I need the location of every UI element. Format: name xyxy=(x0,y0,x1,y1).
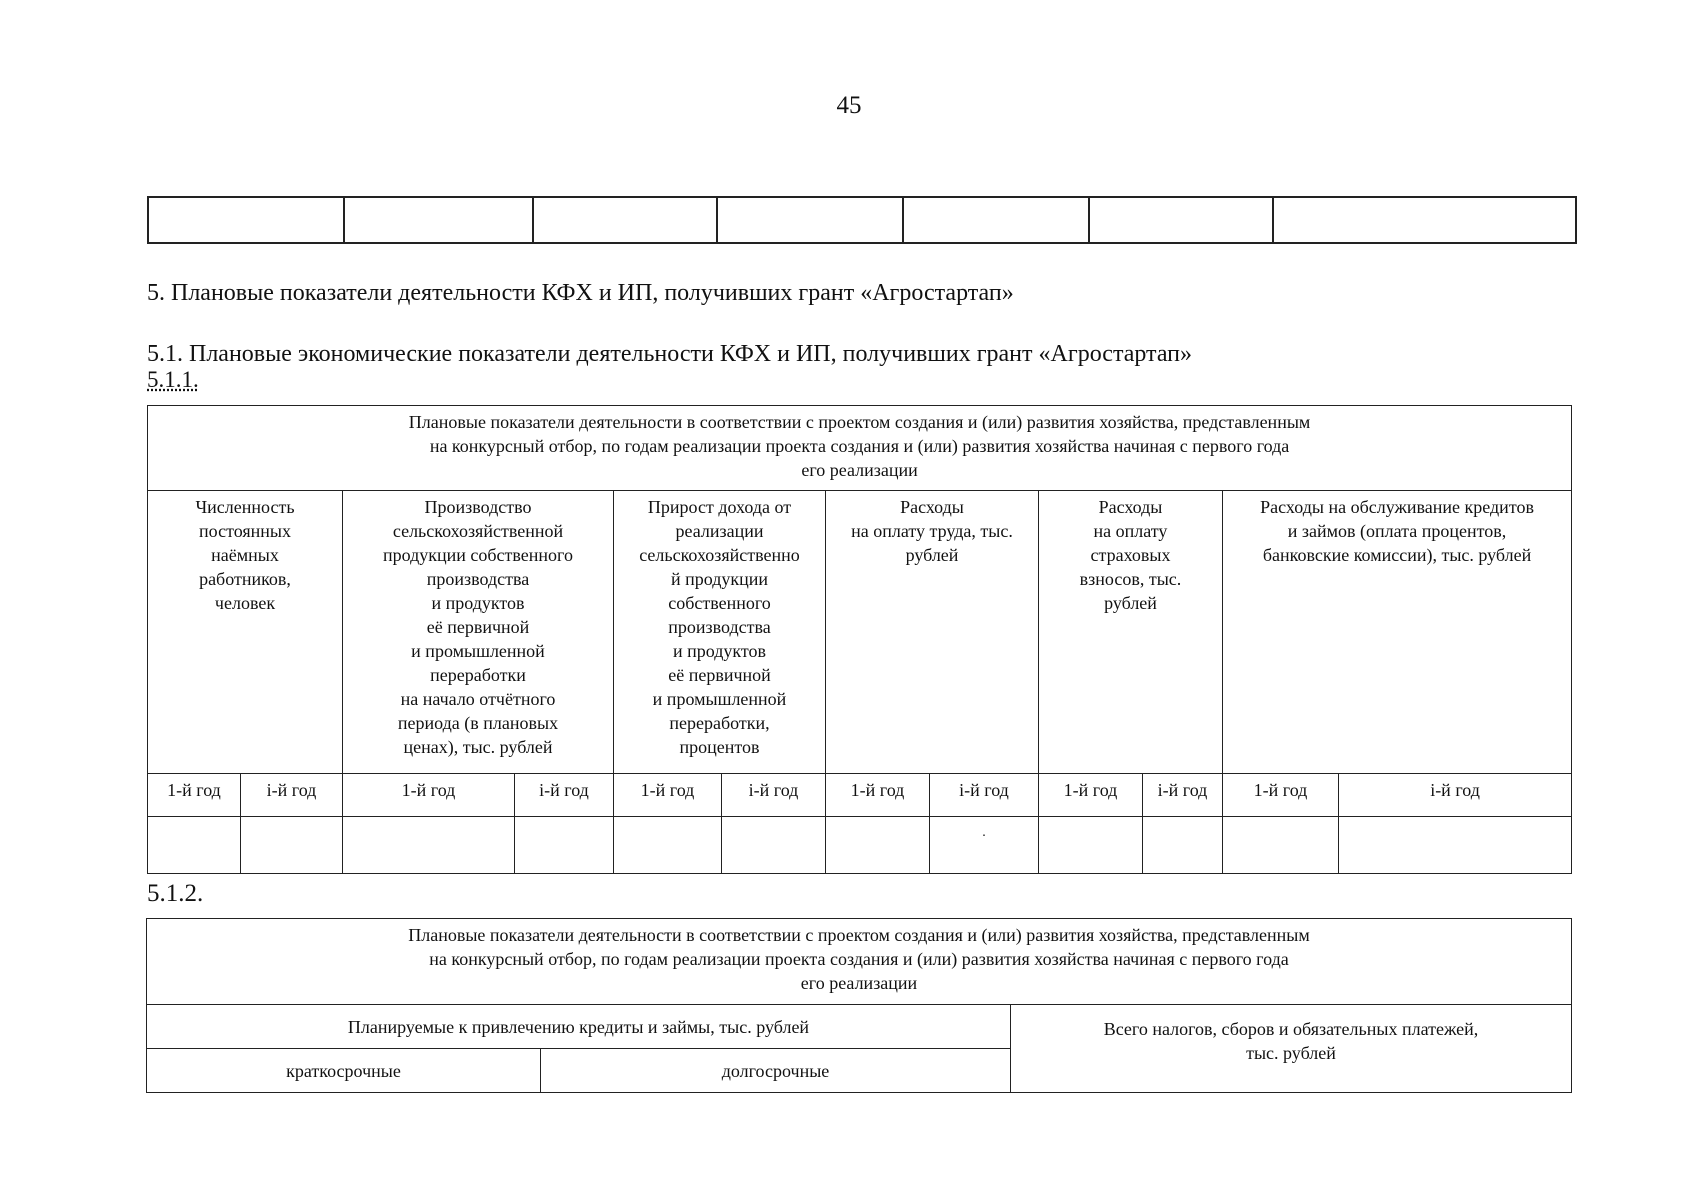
table-cell xyxy=(717,197,903,243)
planned-indicators-table xyxy=(147,405,1572,874)
header-planned-loans: Планируемые к привлечению кредиты и займы, тыс. рублей xyxy=(147,1005,1011,1049)
empty-cell xyxy=(241,817,343,874)
table1-caption: Плановые показатели деятельности в соответствии с проектом создания и (или) развития хозяйства, представленным на конкурсный отбор, по годам реализации проекта создания и (или) развития хозяйства начиная с первого года его реализации xyxy=(148,406,1572,491)
header-credit-costs: Расходы на обслуживание кредитов и займов (оплата процентов, банковские комиссии), тыс. рублей xyxy=(1223,491,1572,774)
header-labor-costs: Расходы на оплату труда, тыс. рублей xyxy=(826,491,1039,774)
year-i-cell: i-й год xyxy=(515,774,614,817)
loans-taxes-table xyxy=(146,918,1572,1093)
subsection-title: 5.1. Плановые экономические показатели деятельности КФХ и ИП, получивших грант «Агростартап» xyxy=(147,341,1193,367)
empty-cell xyxy=(1223,817,1339,874)
header-long-term: долгосрочные xyxy=(541,1049,1011,1093)
table-cell xyxy=(344,197,533,243)
header-insurance-costs: Расходы на оплату страховых взносов, тыс. рублей xyxy=(1039,491,1223,774)
empty-cell xyxy=(722,817,826,874)
table2-caption: Плановые показатели деятельности в соответствии с проектом создания и (или) развития хозяйства, представленным на конкурсный отбор, по годам реализации проекта создания и (или) развития хозяйства начиная с первого года его реализации xyxy=(147,919,1572,1005)
empty-cell xyxy=(1339,817,1572,874)
table-cell xyxy=(533,197,717,243)
header-income-growth: Прирост дохода от реализации сельскохозяйственно й продукции собственного производства и продуктов её первичной и промышленной переработки, процентов xyxy=(614,491,826,774)
empty-cell xyxy=(148,817,241,874)
table-cell xyxy=(148,197,344,243)
empty-cell xyxy=(515,817,614,874)
header-employees: Численность постоянных наёмных работников, человек xyxy=(148,491,343,774)
header-total-taxes: Всего налогов, сборов и обязательных платежей, тыс. рублей xyxy=(1011,1005,1572,1093)
year-i-cell: i-й год xyxy=(722,774,826,817)
table-cell xyxy=(903,197,1089,243)
empty-cell xyxy=(1143,817,1223,874)
table2-label: 5.1.2. xyxy=(147,880,204,907)
section-title: 5. Плановые показатели деятельности КФХ и ИП, получивших грант «Агростартап» xyxy=(147,280,1014,306)
year-first-cell: 1-й год xyxy=(1039,774,1143,817)
table1-label: 5.1.1. xyxy=(147,367,199,392)
empty-cell xyxy=(826,817,930,874)
header-short-term: краткосрочные xyxy=(147,1049,541,1093)
year-i-cell: i-й год xyxy=(1143,774,1223,817)
table-cell xyxy=(1089,197,1273,243)
year-i-cell: i-й год xyxy=(930,774,1039,817)
year-first-cell: 1-й год xyxy=(614,774,722,817)
year-i-cell: i-й год xyxy=(241,774,343,817)
continued-table-row xyxy=(147,196,1577,244)
empty-cell xyxy=(343,817,515,874)
year-first-cell: 1-й год xyxy=(148,774,241,817)
empty-cell xyxy=(1039,817,1143,874)
page-number: 45 xyxy=(836,92,862,119)
year-first-cell: 1-й год xyxy=(826,774,930,817)
year-first-cell: 1-й год xyxy=(343,774,515,817)
table-cell xyxy=(1273,197,1576,243)
year-i-cell: i-й год xyxy=(1339,774,1572,817)
dot-cell: . xyxy=(930,817,1039,874)
header-production: Производство сельскохозяйственной продукции собственного производства и продуктов её первичной и промышленной переработки на начало отчётного периода (в плановых ценах), тыс. рублей xyxy=(343,491,614,774)
empty-cell xyxy=(614,817,722,874)
year-first-cell: 1-й год xyxy=(1223,774,1339,817)
